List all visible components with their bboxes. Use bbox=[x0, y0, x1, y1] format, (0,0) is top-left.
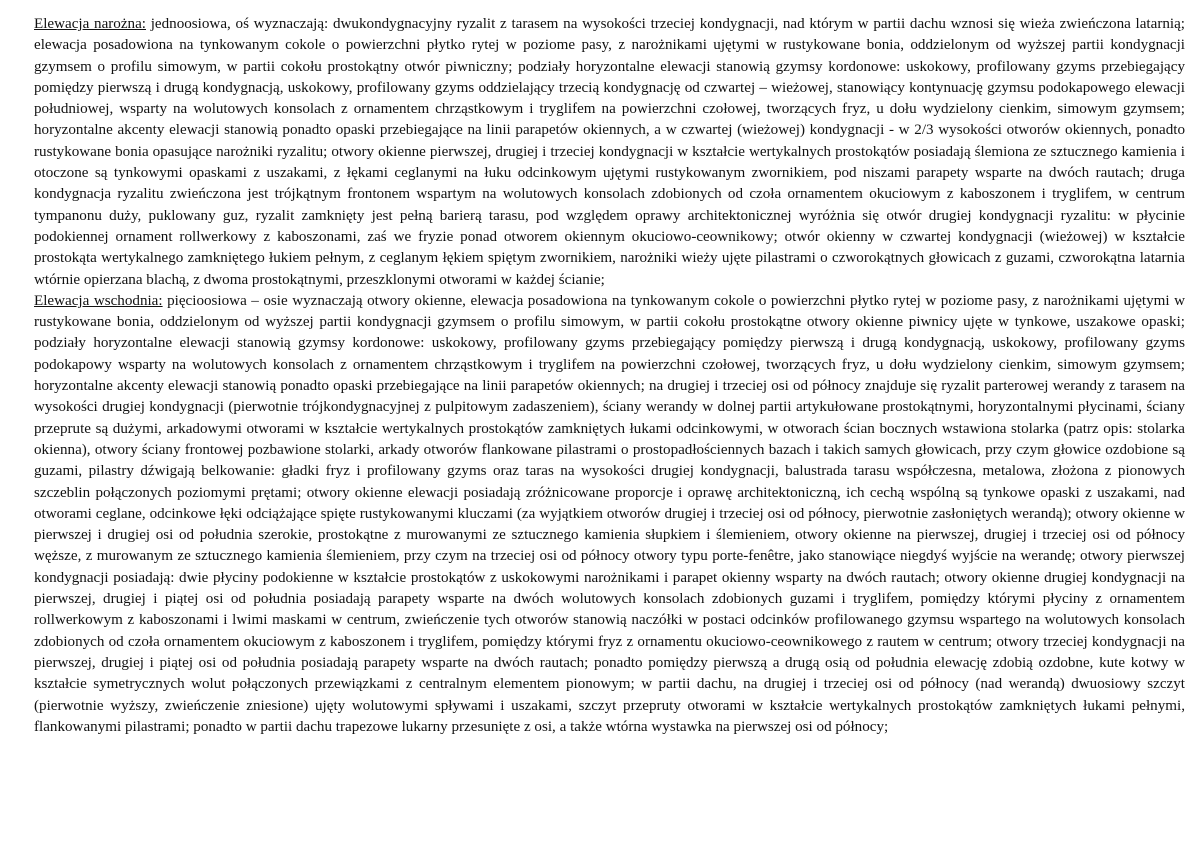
section-body: jednoosiowa, oś wyznaczają: dwukondygnacyjny ryzalit z tarasem na wysokości trzeciej kondygnacji, nad którym w partii dachu wznosi się wieża zwieńczona latarnią; elewacja posadowiona na tynkowanym cokole o powierzchni płytko rytej w poziome pasy, z narożnikami ujętymi w rustykowane bonia, oddzielonym od wyższej partii kondygnacji gzymsem o profilu simowym, w partii cokołu prostokątny otwór piwniczny; podziały horyzontalne elewacji stanowią gzymsy kordonowe: uskokowy, profilowany gzyms przebiegający pomiędzy pierwszą i drugą kondygnacją, uskokowy, profilowany gzyms oddzielający trzecią kondygnację od czwartej – wieżowej, stanowiący kontynuację gzymsu podokapowego elewacji południowej, wsparty na wolutowych konsolach z ornamentem chrząstkowym i tryglifem na powierzchni czołowej, tworzących fryz, u dołu wydzielony cienkim, simowym gzymsem; horyzontalne akcenty elewacji stanowią ponadto opaski przebiegające na linii parapetów okiennych, a w czwartej (wieżowej) kondygnacji - w 2/3 wysokości otworów okiennych, ponadto rustykowane bonia opasujące narożniki ryzalitu; otwory okienne pierwszej, drugiej i trzeciej kondygnacji w kształcie wertykalnych prostokątów posiadają ślemiona ze sztucznego kamienia i otoczone są tynkowymi opaskami z uszakami, z łękami ceglanymi na łuku odcinkowym ujętymi rustykowanym zwornikiem, pod niszami parapety wsparte na dwóch rautach; druga kondygnacja ryzalitu zwieńczona jest trójkątnym frontonem wspartym na wolutowych konsolach zdobionych od czoła ornamentem okuciowym z kaboszonem i tryglifem, w centrum tympanonu duży, puklowany guz, ryzalit zamknięty jest pełną barierą tarasu, pod względem oprawy architektonicznej wyróżnia się otwór drugiej kondygnacji ryzalitu: w płycinie podokiennej ornament rollwerkowy z kaboszonami, zaś we fryzie ponad otworem okiennym okuciowo-ceownikowy; otwór okienny w czwartej kondygnacji (wieżowej) w kształcie prostokąta wertykalnego zamkniętego łukiem pełnym, z ceglanym łękiem spiętym zwornikiem, narożniki wieży ujęte pilastrami o czworokątnych głowicach z guzami, czworokątna latarnia wtórnie opierzana blachą, z dwoma prostokątnymi, przeszklonymi otworami w każdej ścianie; bbox=[34, 16, 1185, 288]
section-east-facade bbox=[34, 291, 1185, 738]
section-body: pięcioosiowa – osie wyznaczają otwory okienne, elewacja posadowiona na tynkowanym cokole o powierzchni płytko rytej w poziome pasy, z narożnikami ujętymi w rustykowane bonia, oddzielonym od wyższej partii kondygnacji gzymsem o profilu simowym, w partii cokołu prostokątne otwory okienne piwnicy ujęte w tynkowe, uszakowe opaski; podziały horyzontalne elewacji stanowią gzymsy kordonowe: uskokowy, profilowany gzyms przebiegający pomiędzy pierwszą i drugą kondygnacją, uskokowy, profilowany gzyms podokapowy wsparty na wolutowych konsolach z ornamentem chrząstkowym i tryglifem na powierzchni czołowej, tworzących fryz, u dołu wydzielony cienkim, simowym gzymsem; horyzontalne akcenty elewacji stanowią ponadto opaski przebiegające na linii parapetów okiennych; na drugiej i trzeciej osi od północy znajduje się ryzalit parterowej werandy z tarasem na wysokości drugiej kondygnacji (pierwotnie trójkondygnacyjnej z pulpitowym zadaszeniem), ściany werandy w dolnej partii artykułowane prostokątnymi, horyzontalnymi płycinami, ściany przeprute są dużymi, arkadowymi otworami w kształcie wertykalnych prostokątów zamkniętych łukami odcinkowymi, w otworach ścian bocznych wstawiona stolarka (patrz opis: stolarka okienna), otwory ściany frontowej pozbawione stolarki, arkady otworów flankowane pilastrami o prostopadłościennych bazach i takich samych głowicach, przy czym głowice ozdobione są guzami, pilastry dźwigają belkowanie: gładki fryz i profilowany gzyms oraz taras na wysokości drugiej kondygnacji, balustrada tarasu współczesna, metalowa, złożona z pionowych szczeblin połączonych poziomymi prętami; otwory okienne elewacji posiadają zróżnicowane proporcje i oprawę architektoniczną, ich cechą wspólną są tynkowe opaski z uszakami, nad otworami ceglane, odcinkowe łęki odciążające spięte rustykowanymi kluczami (za wyjątkiem otworów drugiej i trzeciej osi od północy, pierwotnie zasłoniętych werandą); otwory okienne w pierwszej i drugiej osi od południa szerokie, prostokątne z murowanymi ze sztucznego kamienia słupkiem i ślemieniem, otwory okienne na pierwszej, drugiej i trzeciej osi od północy węższe, z murowanym ze sztucznego kamienia ślemieniem, przy czym na trzeciej osi od północy otwory typu porte-fenêtre, jako stanowiące niegdyś wyjście na werandę; otwory pierwszej kondygnacji posiadają: dwie płyciny podokienne w kształcie prostokątów z uskokowymi narożnikami i parapet okienny wsparty na dwóch rautach; otwory okienne drugiej kondygnacji na pierwszej, drugiej i piątej osi od południa posiadają parapety wsparte na dwóch wolutowych konsolach zdobionych guzami i tryglifem, pomiędzy którymi płyciny z ornamentem rollwerkowym z kaboszonami i lwimi maskami w centrum, zwieńczenie tych otworów stanowią naczółki w postaci odcinków profilowanego gzymsu wspartego na wolutowych konsolach zdobionych od czoła ornamentem okuciowym z kaboszonem i tryglifem, pomiędzy którymi fryz z ornamentu okuciowo-ceownikowego z rautem w centrum; otwory trzeciej kondygnacji na pierwszej, drugiej i piątej osi od południa posiadają parapety wsparte na dwóch rautach; ponadto pomiędzy pierwszą a drugą osią od południa elewację zdobią ozdobne, kute kotwy w kształcie symetrycznych wolut połączonych przewiązkami z centralnym elementem pionowym; w partii dachu, na drugiej i trzeciej osi od północy (nad werandą) dwuosiowy szczyt (pierwotnie wyższy, zwieńczenie zniesione) ujęty wolutowymi spływami i uszakami, szczyt przepruty otworami w kształcie wertykalnych prostokątów zamkniętych łukami pełnymi, flankowanymi pilastrami; ponadto w partii dachu trapezowe lukarny przesunięte z osi, a także wtórna wystawka na pierwszej osi od północy; bbox=[34, 292, 1186, 735]
section-heading: Elewacja narożna: bbox=[34, 16, 146, 32]
section-heading: Elewacja wschodnia: bbox=[34, 292, 163, 309]
section-corner-facade bbox=[34, 14, 1185, 291]
